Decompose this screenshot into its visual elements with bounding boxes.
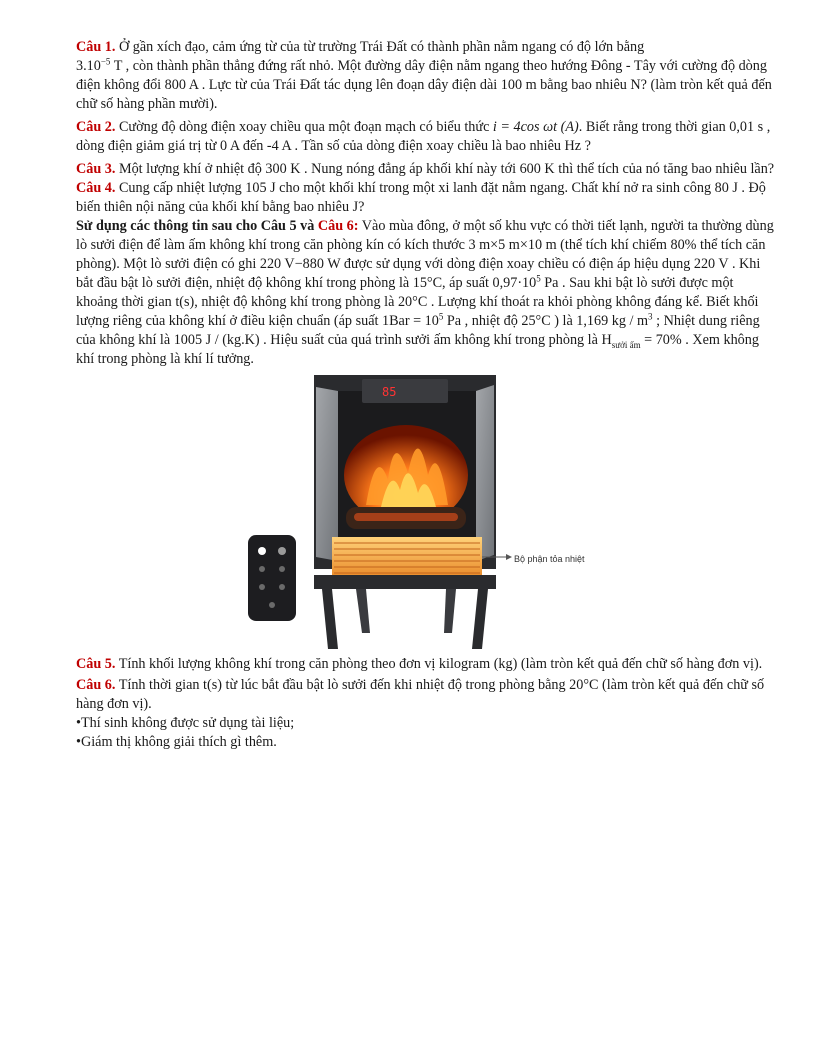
question-2-label: Câu 2. — [76, 119, 116, 135]
question-6-text: Tính thời gian t(s) từ lúc bắt đầu bật lò sưởi đến khi nhiệt độ trong phòng bằng 20°C (làm tròn kết quả đến chữ số hàng đơn vị). — [76, 677, 765, 712]
question-2 — [76, 118, 776, 156]
question-2-text-a: Cường độ dòng điện xoay chiều qua một đoạn mạch có biểu thức — [115, 119, 493, 135]
question-3-label: Câu 3. — [76, 161, 116, 177]
remote-control — [248, 535, 296, 621]
note-item: • Thí sinh không được sử dụng tài liệu; — [76, 714, 776, 733]
question-5 — [76, 655, 776, 674]
shared-text-3: Pa , nhiệt độ 25°C ) là 1,169 kg / m — [443, 313, 649, 329]
question-6-label: Câu 6. — [76, 677, 116, 693]
shared-lead-q6: Câu 6: — [317, 218, 359, 234]
shared-context — [76, 217, 776, 369]
shared-text-2: Pa . Sau khi bật lò sưởi được một khoảng thời gian t(s), nhiệt độ không khí trong phòng là 20°C . Lượng khí thoát ra khỏi phòng không đáng kể. Biết khối lượng riêng của không khí ở điều kiện chuẩn (áp suất 1Bar = 10 — [76, 275, 759, 329]
question-1-exponent: −5 — [100, 56, 111, 67]
shared-exp-2: 5 — [438, 311, 444, 322]
note-item: • Giám thị không giải thích gì thêm. — [76, 733, 776, 752]
question-1-rest: T , còn thành phần thẳng đứng rất nhỏ. Một đường dây điện nằm ngang theo hướng Đông - Tây với cường độ dòng điện không đổi 800 A . Lực từ của Trái Đất tác dụng lên đoạn dây điện dài 100 m bằng bao nhiêu N? (làm tròn kết quả đến chữ số hàng phần mười). — [76, 58, 772, 112]
shared-sub-4: sưởi ấm — [611, 339, 641, 350]
question-1-label: Câu 1. — [76, 39, 116, 55]
question-5-text: Tính khối lượng không khí trong căn phòng theo đơn vị kilogram (kg) (làm tròn kết quả đến chữ số hàng đơn vị). — [115, 656, 763, 672]
question-5-label: Câu 5. — [76, 656, 116, 672]
question-2-text-b: . Biết rằng trong thời gian 0,01 s , dòng điện giảm giá trị từ 0 A đến -4 A . Tần số của dòng điện xoay chiều là bao nhiêu Hz ? — [76, 119, 771, 154]
question-6 — [76, 676, 776, 714]
display-reading: 85 — [382, 385, 397, 399]
shared-lead: Sử dụng các thông tin sau cho Câu 5 và — [76, 218, 318, 234]
question-4 — [76, 179, 776, 217]
callout-label: Bộ phận tỏa nhiệt — [514, 554, 585, 564]
exam-page — [76, 38, 776, 752]
question-2-formula: i = 4cos ωt (A) — [492, 119, 579, 135]
shared-exp-3: 3 — [648, 311, 653, 322]
heater-illustration — [76, 375, 776, 651]
question-3-text: Một lượng khí ở nhiệt độ 300 K . Nung nóng đẳng áp khối khí này tới 600 K thì thể tích của nó tăng bao nhiêu lần? — [115, 161, 775, 177]
shared-text-4: ; Nhiệt dung riêng của không khí là 1005 J / (kg.K) . Hiệu suất của quá trình sưởi ấm không khí trong phòng là H — [76, 313, 760, 348]
question-3 — [76, 160, 776, 179]
question-1-line1: Ở gần xích đạo, cảm ứng từ của từ trường Trái Đất có thành phần nằm ngang có độ lớn bằng — [115, 39, 645, 55]
shared-text-1: Vào mùa đông, ở một số khu vực có thời tiết lạnh, người ta thường dùng lò sưởi điện để làm ấm không khí trong căn phòng kín có kích thước 3 m×5 m×10 m (thể tích khí chiếm 80% thể tích căn phòng). Một lò sưởi điện có ghi 220 V−880 W được sử dụng với dòng điện xoay chiều có điện áp hiệu dụng 220 V . Khi bắt đầu bật lò sưởi điện, nhiệt độ không khí trong phòng là 15°C, áp suất 0,97·10 — [76, 218, 774, 291]
heater-figure — [76, 375, 776, 651]
question-1 — [76, 38, 776, 114]
question-4-text: Cung cấp nhiệt lượng 105 J cho một khối khí trong một xi lanh đặt nằm ngang. Chất khí nở ra sinh công 80 J . Độ biến thiên nội năng của khối khí bằng bao nhiêu J? — [76, 180, 766, 215]
exam-notes — [76, 714, 776, 752]
question-1-base: 3.10 — [76, 58, 101, 74]
shared-text-5: = 70% . Xem không khí trong phòng là khí lí tưởng. — [76, 332, 759, 367]
control-panel — [362, 379, 448, 403]
question-4-label: Câu 4. — [76, 180, 116, 196]
shared-exp-1: 5 — [536, 273, 541, 284]
